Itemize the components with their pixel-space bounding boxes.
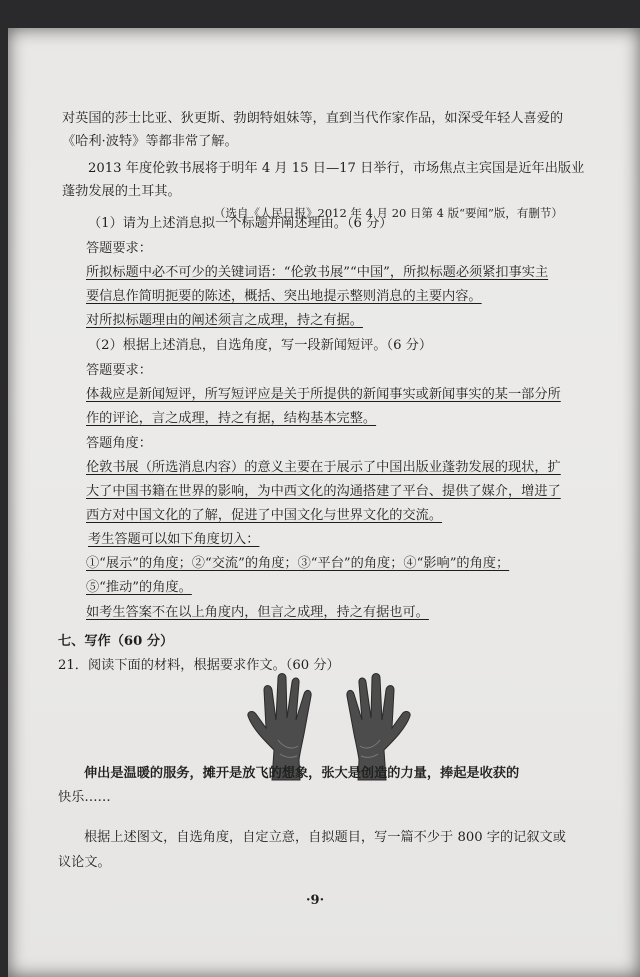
question-1: （1）请为上述消息拟一个标题并阐述理由。（6 分） — [88, 216, 393, 231]
section-heading: 七、写作（60 分） — [58, 634, 174, 649]
answer-text-line: 要信息作简明扼要的陈述，概括、突出地提示整则消息的主要内容。 — [86, 289, 482, 304]
page-number: ·9· — [306, 893, 325, 908]
question-2: （2）根据上述消息，自选角度，写一段新闻短评。（6 分） — [88, 338, 433, 353]
material-text: 伸出是温暖的服务，摊开是放飞的想象，张大是创造的力量，捧起是收获的 — [84, 766, 520, 781]
answer-text-line: 如考生答案不在以上角度内，但言之成理，持之有据也可。 — [86, 605, 429, 620]
text-line: 蓬勃发展的土耳其。 — [62, 184, 181, 199]
answer-text-line: ⑤“推动”的角度。 — [86, 580, 192, 595]
text-line: 2013 年度伦敦书展将于明年 4 月 15 日—17 日举行，市场焦点主宾国是近年出版业 — [88, 161, 585, 176]
answer-requirement-label: 答题要求： — [86, 363, 152, 378]
writing-prompt: 根据上述图文，自选角度，自定立意，自拟题目，写一篇不少于 800 字的记叙文或 — [84, 830, 566, 845]
text-line: 《哈利·波特》等都非常了解。 — [62, 134, 238, 149]
material-text: 快乐…… — [58, 790, 111, 805]
exam-page — [8, 28, 640, 977]
answer-text-line: 考生答题可以如下角度切入： — [88, 532, 260, 547]
answer-angle-label: 答题角度： — [86, 436, 152, 451]
text-line: 对英国的莎士比亚、狄更斯、勃朗特姐妹等，直到当代作家作品，如深受年轻人喜爱的 — [62, 111, 564, 126]
answer-text-line: 伦敦书展（所选消息内容）的意义主要在于展示了中国出版业蓬勃发展的现状，扩 — [86, 460, 561, 475]
answer-requirement-label: 答题要求： — [86, 241, 152, 256]
answer-text-line: 对所拟标题理由的阐述须言之成理，持之有据。 — [86, 313, 363, 328]
answer-text-line: ①“展示”的角度；②“交流”的角度；③“平台”的角度；④“影响”的角度； — [86, 556, 510, 571]
source-citation: （选自《人民日报》2012 年 4 月 20 日第 4 版“要闻”版，有删节） — [214, 206, 563, 220]
answer-text-line: 体裁应是新闻短评，所写短评应是关于所提供的新闻事实或新闻事实的某一部分所 — [86, 387, 561, 402]
question-21: 21．阅读下面的材料，根据要求作文。（60 分） — [58, 658, 340, 673]
answer-text-line: 作的评论，言之成理，持之有据，结构基本完整。 — [86, 411, 377, 426]
answer-text-line: 大了中国书籍在世界的影响，为中西文化的沟通搭建了平台、提供了媒介，增进了 — [86, 484, 561, 499]
writing-prompt: 议论文。 — [58, 855, 111, 870]
answer-text-line: 所拟标题中必不可少的关键词语：“伦敦书展”“中国”，所拟标题必须紧扣事实主 — [86, 265, 549, 280]
answer-text-line: 西方对中国文化的了解，促进了中国文化与世界文化的交流。 — [86, 508, 443, 523]
